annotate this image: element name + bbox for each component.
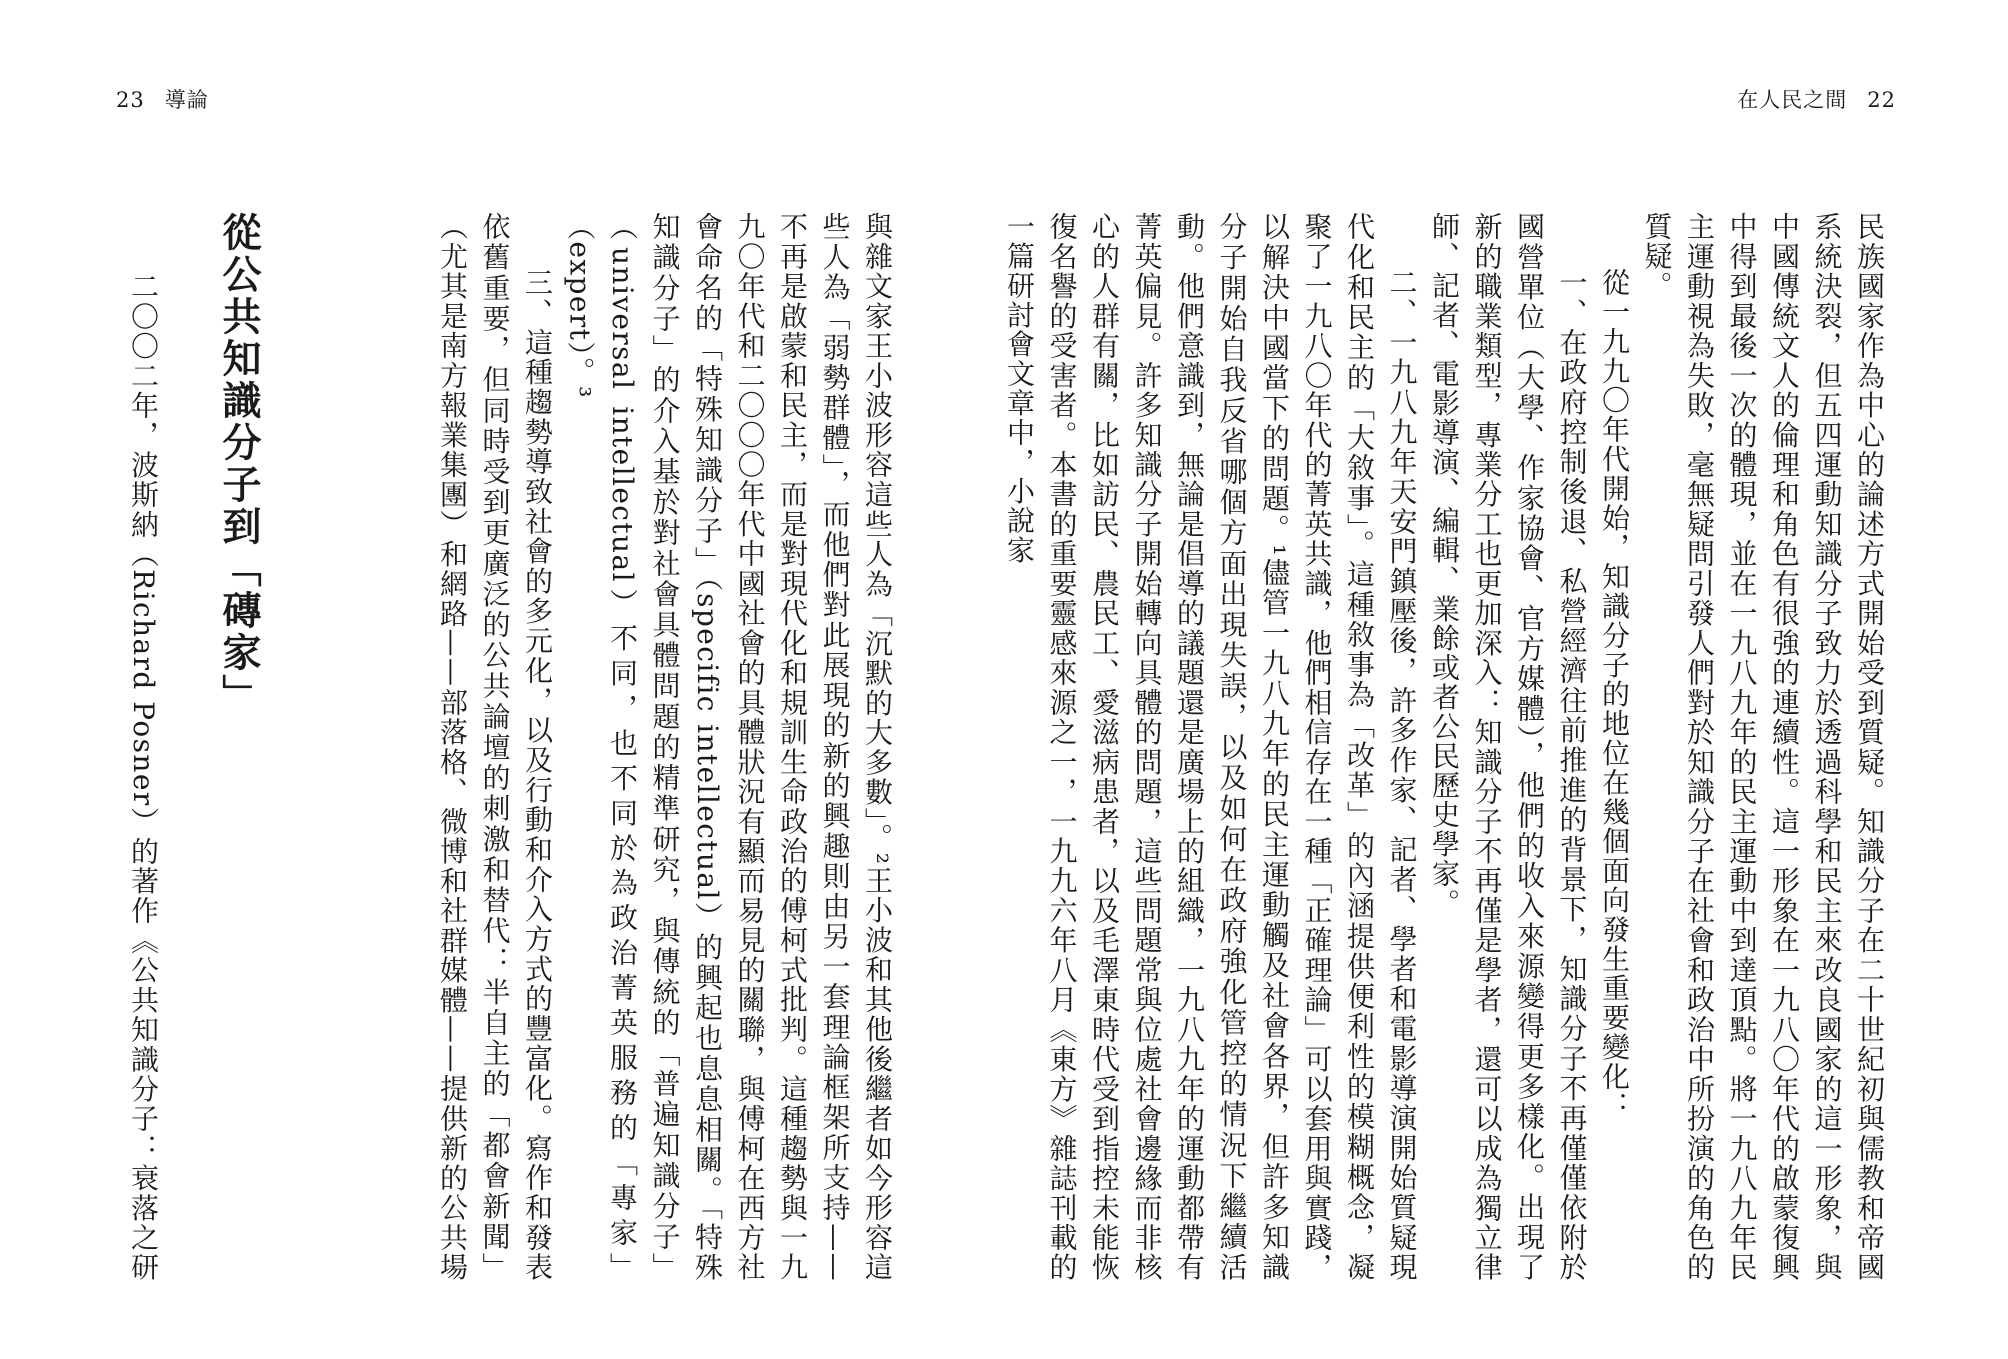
paragraph: 二〇〇二年，波斯納（Richard Posner）的著作《公共知識分子：衰落之研 <box>127 272 160 1282</box>
paragraph: 三、這種趨勢導致社會的多元化，以及行動和介入方式的豐富化。寫作和發表依舊重要，但同時受到更廣泛的公共論壇的刺激和替代：半自主的「都會新聞」（尤其是南方報業集團）和網路——部落格、微博和社群媒體——提供新的公共場 <box>436 212 554 1282</box>
right-page-body <box>990 212 1890 1282</box>
left-page-number: 23 <box>116 88 145 112</box>
right-page-number: 22 <box>1867 88 1896 112</box>
paragraph: 從一九九〇年代開始，知識分子的地位在幾個面向發生重要變化： <box>1598 268 1631 1121</box>
section-first-line <box>116 272 164 1282</box>
paragraph: 民族國家作為中心的論述方式開始受到質疑。知識分子在二十世紀初與儒教和帝國系統決裂，但五四運動知識分子致力於透過科學和民主來改良國家的這一形象，與中國傳統文人的倫理和角色有很強的連續性。這一形象在一九八〇年代的啟蒙復興中得到最後一次的體現，並在一九八九年的民主運動中到達頂點。將一九八九年民主運動視為失敗，毫無疑問引發人們對於知識分子在社會和政治中所扮演的角色的質疑。 <box>1640 212 1886 1282</box>
paragraph: 一、在政府控制後退、私營經濟往前推進的背景下，知識分子不再僅僅依附於國營單位（大學、作家協會、官方媒體），他們的收入來源變得更多樣化。出現了新的職業類型，專業分工也更加深入：知識分子不再僅是學者，還可以成為獨立律師、記者、電影導演、編輯、業餘或者公民歷史學家。 <box>1428 212 1589 1282</box>
left-running-header <box>116 86 209 114</box>
right-running-header <box>1737 86 1896 114</box>
paragraph: 二、一九八九年天安門鎮壓後，許多作家、記者、學者和電影導演開始質疑現代化和民主的「大敘事」。這種敘事為「改革」的內涵提供便利性的模糊概念，凝聚了一九八〇年代的菁英共識，他們相信存在一種「正確理論」可以套用與實踐，以解決中國當下的問題。¹儘管一九八九年的民主運動觸及社會各界，但許多知識分子開始自我反省哪個方面出現失誤，以及如何在政府強化管控的情況下繼續活動。他們意識到，無論是倡導的議題還是廣場上的組織，一九八九年的運動都帶有菁英偏見。許多知識分子開始轉向具體的問題，這些問題常與位處社會邊緣而非核心的人群有關，比如訪民、農民工、愛滋病患者，以及毛澤東時代受到指控未能恢復名譽的受害者。本書的重要靈感來源之一，一九九六年八月《東方》雜誌刊載的一篇研討會文章中，小說家 <box>1003 212 1419 1282</box>
paragraph: 與雜文家王小波形容這些人為「沉默的大多數」。²王小波和其他後繼者如今形容這些人為「弱勢群體」，而他們對此展現的新的興趣則由另一套理論框架所支持——不再是啟蒙和民主，而是對現代化和規訓生命政治的傅柯式批判。這種趨勢與一九九〇年代和二〇〇〇年代中國社會的具體狀況有顯而易見的關聯，與傅柯在西方社會命名的「特殊知識分子」（specific intellectual）的興起也息息相關。「特殊知識分子」的介入基於對社會具體問題的精準研究，與傳統的「普遍知識分子」（universal intellectual）不同，也不同於為政治菁英服務的「專家」（expert）。³ <box>563 212 894 1282</box>
left-running-title: 導論 <box>164 88 209 112</box>
left-page-body <box>428 212 898 1282</box>
section-heading: 從公共知識分子到「磚家」 <box>216 212 261 716</box>
right-running-title: 在人民之間 <box>1737 88 1848 112</box>
